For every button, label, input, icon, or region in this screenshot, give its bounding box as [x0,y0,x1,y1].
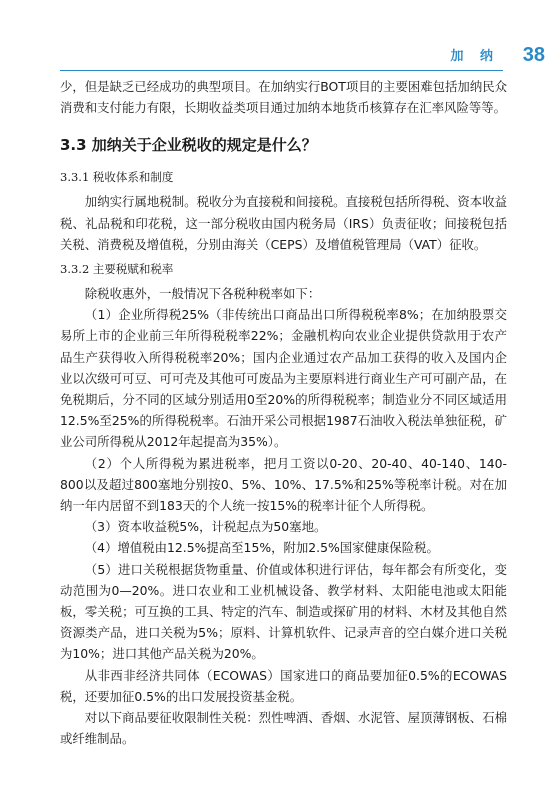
page-header [0,0,559,80]
subsection-heading-tax-system: 3.3.1 税收体系和制度 [60,170,174,185]
running-head: 加 纳 [450,49,499,64]
paragraph-restrictive-duty: 对以下商品要征收限制性关税：烈性啤酒、香烟、水泥管、屋顶薄钢板、石棉或纤维制品。 [60,710,507,747]
header-rule [60,70,503,71]
paragraph-intro: 除税收惠外，一般情况下各税种税率如下： [84,286,321,302]
paragraph-tax-system: 加纳实行属地税制。税收分为直接税和间接税。直接税包括所得税、资本收益税、礼品税和印花税，这一部分税收由国内税务局（IRS）负责征收；间接税包括关税、消费税及增值税，分别由海关（CEPS）及增值税管理局（VAT）征收。 [60,194,507,252]
paragraph-ecowas: 从非西非经济共同体（ECOWAS）国家进口的商品要加征0.5%的ECOWAS税，还要加征0.5%的出口发展投资基金税。 [60,667,507,704]
page-body [60,76,507,749]
subsection-heading-tax-rates: 3.3.2 主要税赋和税率 [60,262,174,277]
paragraph-continuation: 少，但是缺乏已经成功的典型项目。在加纳实行BOT项目的主要困难包括加纳民众消费和支付能力有限，长期收益类项目通过加纳本地货币核算存在汇率风险等等。 [60,79,507,116]
paragraph-personal-tax: （2）个人所得税为累进税率，把月工资以0-20、20-40、40-140、140-800以及超过800塞地分别按0、5%、10%、17.5%和25%等税率计税。对在加纳一年内居留不到183天的个人统一按15%的税率计征个人所得税。 [60,455,507,514]
paragraph-corporate-tax: （1）企业所得税25%（非传统出口商品出口所得税税率8%；在加纳股票交易所上市的企业前三年所得税税率22%；金融机构向农业企业提供贷款用于农产品生产获得收入所得税税率20%；国内企业通过农产品加工获得的收入及国内企业以次级可可豆、可可壳及其他可可废品为主要原料进行商业生产可可副产品，在免税期后，分不同的区域分别适用0至20%的所得税税率；制造业分不同区域适用12.5%至25%的所得税税率。石油开采公司根据1987石油收入税法单独征税，矿业公司所得税从2012年起提高为35%）。 [60,307,507,450]
page-number: 38 [522,44,545,66]
paragraph-capital-gains: （3）资本收益税5%，计税起点为50塞地。 [84,519,327,535]
paragraph-vat: （4）增值税由12.5%提高至15%，附加2.5%国家健康保险税。 [84,540,439,556]
section-heading: 3.3 加纳关于企业税收的规定是什么？ [60,136,317,155]
paragraph-import-duty: （5）进口关税根据货物重量、价值或体积进行评估，每年都会有所变化，变动范围为0—20%。进口农业和工业机械设备、教学材料、太阳能电池或太阳能板，零关税；可互换的工具、特定的汽车、制造或探矿用的材料、木材及其他自然资源类产品，进口关税为5%；原料、计算机软件、记录声音的空白媒介进口关税为10%；进口其他产品关税为20%。 [60,561,507,662]
